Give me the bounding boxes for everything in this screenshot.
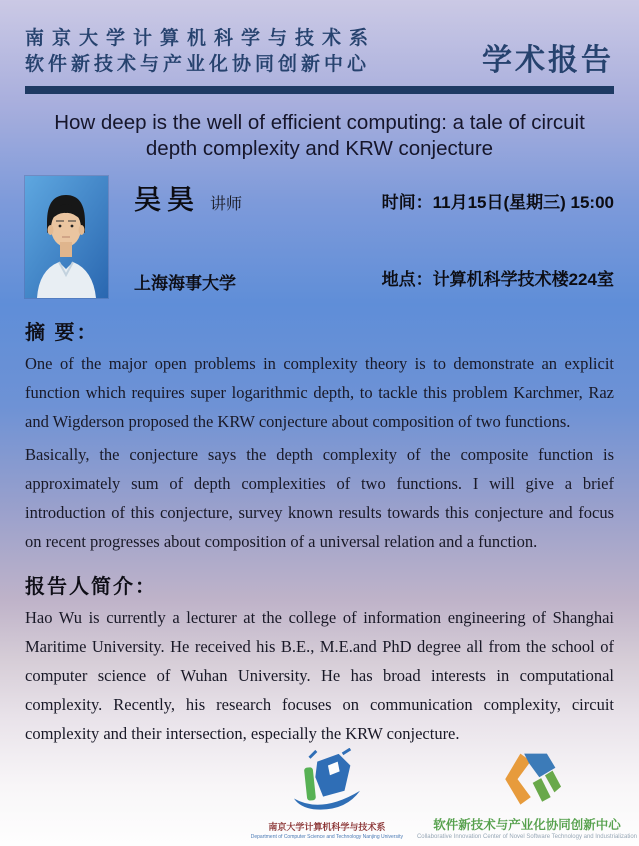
seminar-badge: 学术报告: [482, 44, 614, 77]
speaker-portrait-graphic: [25, 176, 108, 298]
speaker-name: 吴昊: [134, 185, 200, 215]
speaker-rank: 讲师: [210, 196, 243, 213]
nju-cs-logo-block: [251, 748, 403, 840]
talk-time: 时间：11月15日(星期三) 15:00: [381, 193, 614, 212]
speaker-info-row: [25, 176, 614, 298]
nju-cs-logo-subcaption: Department of Computer Science and Technology Nanjing University: [250, 834, 403, 840]
abstract-heading: 摘 要：: [25, 322, 99, 344]
talk-location: 地点：计算机科学技术楼224室: [381, 270, 614, 289]
cic-logo-icon: [492, 749, 562, 813]
bio-section: [25, 570, 614, 748]
abstract-paragraph-2: Basically, the conjecture says the depth complexity of the composite function is approximately sum of depth complexities of two functions. I will give a brief introduction of this conjecture, survey known results towards this conjecture and focus on recent progresses about composition of a universal relation and a function.: [25, 445, 614, 551]
cic-logo-subcaption: Collaborative Innovation Center of Novel Software Technology and Industrialization: [416, 834, 637, 840]
speaker-affiliation: 上海海事大学: [134, 274, 236, 293]
abstract-section: [25, 316, 614, 556]
organizer-line-1: 南京大学计算机科学与技术系: [25, 28, 377, 49]
nju-cs-logo-caption: 南京大学计算机科学与技术系: [268, 822, 386, 832]
speaker-name-row: [134, 178, 242, 217]
talk-title: How deep is the well of efficient computing: a tale of circuit depth complexity and KRW conjecture: [54, 111, 585, 160]
organizer-line-2: 软件新技术与产业化协同创新中心: [25, 54, 371, 75]
speaker-photo: [25, 176, 108, 298]
organizer-names: [25, 26, 376, 78]
bio-paragraph: Hao Wu is currently a lecturer at the college of information engineering of Shanghai Maritime University. He received his B.E., M.E.and PhD degree all from the school of computer science of Wuhan University. He has broad interests in computational complexity. Recently, his research focuses on communication complexity, circuit complexity and their intersection, especially the KRW conjecture.: [25, 608, 614, 743]
nju-cs-logo-icon: [281, 748, 373, 818]
header-divider: [25, 86, 614, 94]
bio-heading: 报告人简介：: [25, 576, 157, 598]
cic-logo-caption: 软件新技术与产业化协同创新中心: [433, 818, 621, 832]
header: [25, 0, 614, 78]
cic-logo-block: [417, 749, 637, 840]
speaker-identity: [134, 176, 242, 298]
abstract-paragraph-1: One of the major open problems in complexity theory is to demonstrate an explicit function which requires super logarithmic depth, to tackle this problem Karchmer, Raz and Wigderson proposed the KRW conjecture about composition of two functions.: [25, 354, 614, 431]
talk-meta: [382, 176, 614, 298]
footer-logos: [251, 748, 637, 840]
